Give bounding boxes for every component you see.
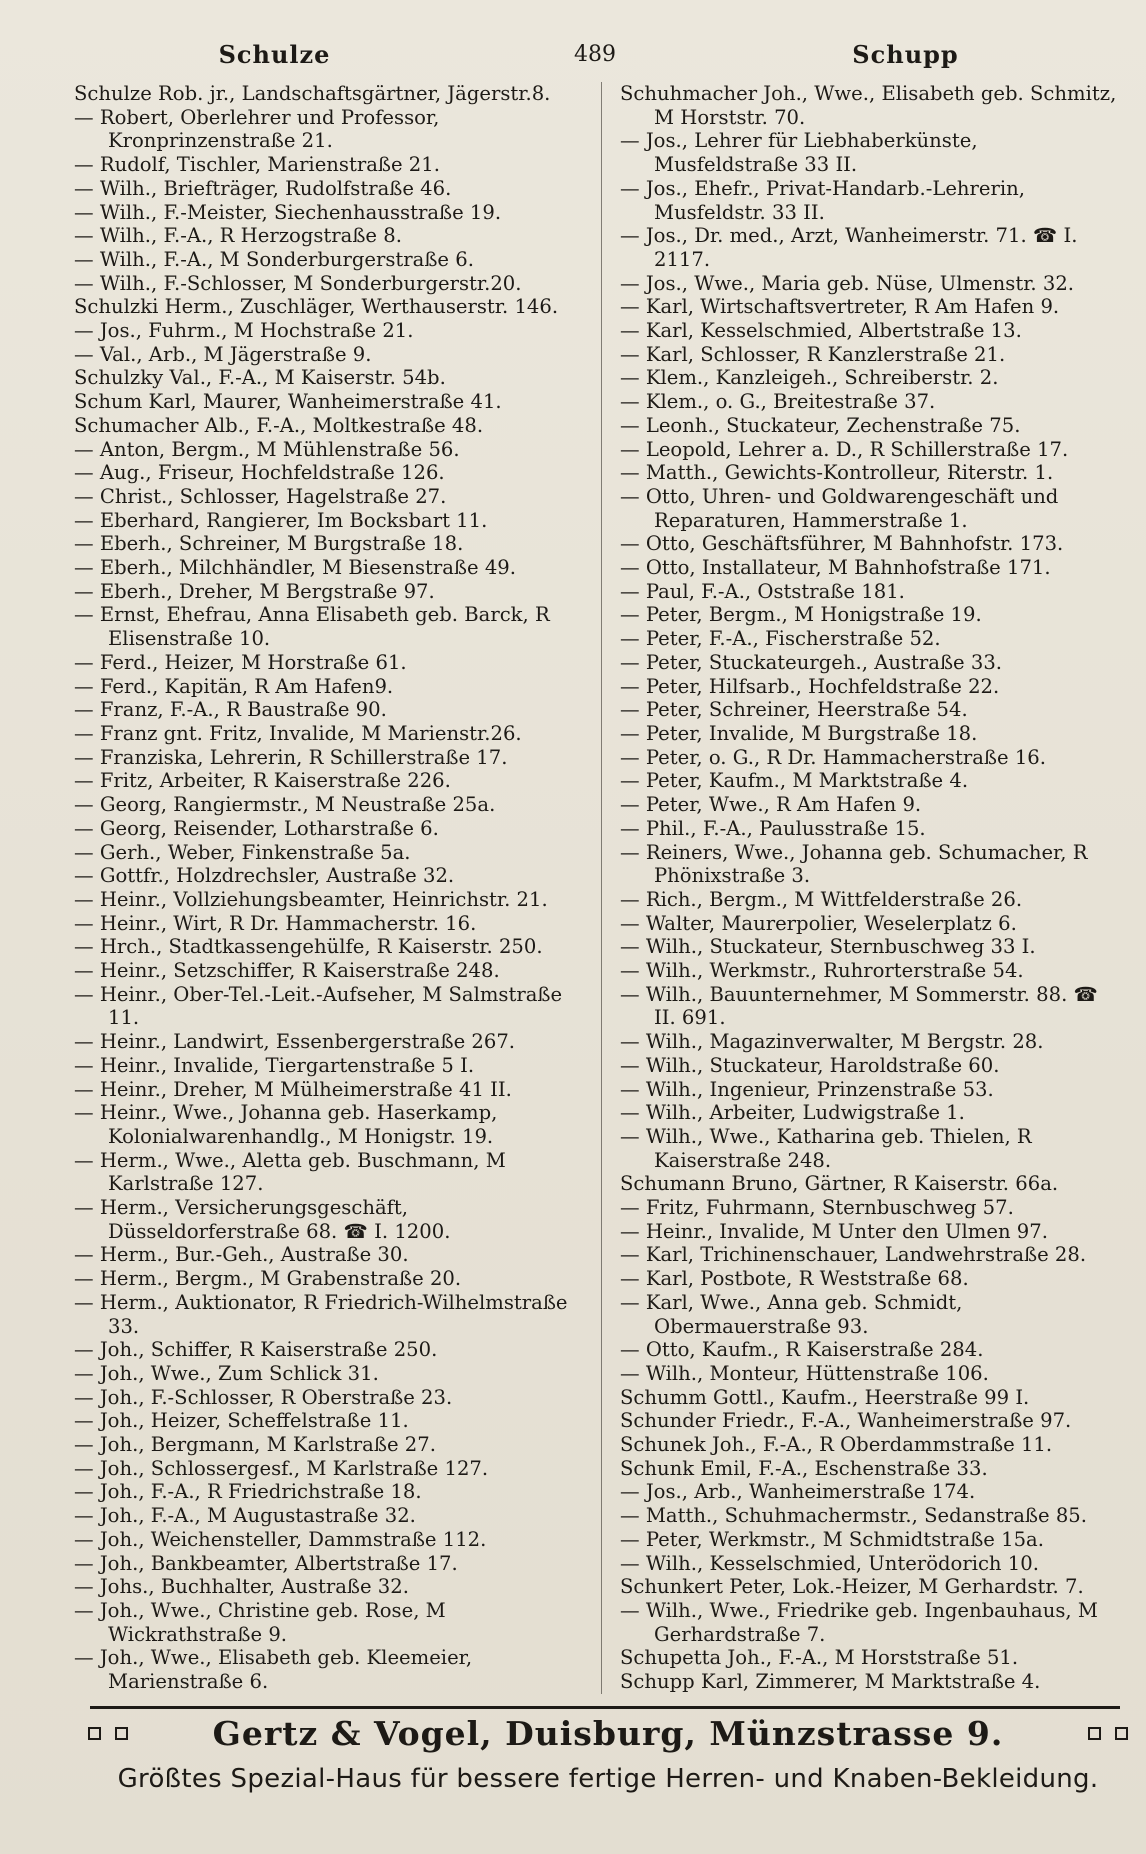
directory-entry: — Otto, Installateur, M Bahnhofstraße 171. xyxy=(620,556,1051,580)
directory-entry: — Joh., Heizer, Scheffelstraße 11. xyxy=(74,1409,409,1433)
directory-entry: — Peter, o. G., R Dr. Hammacherstraße 16. xyxy=(620,745,1046,769)
right-column xyxy=(602,82,1117,1694)
directory-entry: — Wilh., F.-Meister, Siechenhausstraße 19. xyxy=(74,200,502,224)
directory-entry: — Joh., Bankbeamter, Albertstraße 17. xyxy=(74,1551,458,1575)
directory-entry: — Wilh., Magazinverwalter, M Bergstr. 28. xyxy=(620,1030,1044,1054)
directory-entry: — Gottfr., Holzdrechsler, Austraße 32. xyxy=(74,864,455,888)
directory-entry: — Karl, Postbote, R Weststraße 68. xyxy=(620,1267,969,1291)
directory-entry: — Wilh., F.-Schlosser, M Sonderburgerstr.20. xyxy=(74,271,522,295)
directory-entry: — Jos., Dr. med., Arzt, Wanheimerstr. 71. ☎ I. 2117. xyxy=(620,224,1078,271)
directory-entry: — Wilh., Werkmstr., Ruhrorterstraße 54. xyxy=(620,959,1024,983)
directory-entry: — Herm., Auktionator, R Friedrich-Wilhelmstraße 33. xyxy=(74,1290,568,1338)
page-header xyxy=(74,32,1116,76)
directory-entry: — Ernst, Ehefrau, Anna Elisabeth geb. Barck, R Elisenstraße 10. xyxy=(74,603,550,651)
directory-entry: — Paul, F.-A., Oststraße 181. xyxy=(620,579,905,603)
directory-entry: Schuhmacher Joh., Wwe., Elisabeth geb. Schmitz, M Horststr. 70. xyxy=(620,82,1117,129)
directory-entry: — Peter, F.-A., Fischerstraße 52. xyxy=(620,627,941,651)
directory-entry: — Phil., F.-A., Paulusstraße 15. xyxy=(620,816,926,840)
advertisement xyxy=(88,1709,1128,1799)
directory-entry: — Wilh., Stuckateur, Haroldstraße 60. xyxy=(620,1053,1000,1077)
directory-entry: — Jos., Fuhrm., M Hochstraße 21. xyxy=(74,319,414,343)
directory-entry: — Peter, Hilfsarb., Hochfeldstraße 22. xyxy=(620,674,1000,698)
directory-entry: — Peter, Schreiner, Heerstraße 54. xyxy=(620,698,968,722)
directory-entry: — Joh., Wwe., Elisabeth geb. Kleemeier, Marienstraße 6. xyxy=(74,1646,473,1694)
directory-entry: — Heinr., Dreher, M Mülheimerstraße 41 II. xyxy=(74,1077,512,1101)
ornament-left xyxy=(88,1727,128,1740)
directory-entry: — Wilh., F.-A., M Sonderburgerstraße 6. xyxy=(74,247,474,271)
directory-entry: — Klem., Kanzleigeh., Schreiberstr. 2. xyxy=(620,366,999,390)
directory-entry: — Heinr., Invalide, Tiergartenstraße 5 I. xyxy=(74,1053,475,1077)
directory-entry: — Peter, Bergm., M Honigstraße 19. xyxy=(620,603,982,627)
left-running-head: Schulze xyxy=(218,39,331,69)
directory-entry: — Peter, Werkmstr., M Schmidtstraße 15a. xyxy=(620,1527,1044,1551)
directory-entry: — Wilh., F.-A., R Herzogstraße 8. xyxy=(74,224,402,248)
directory-entry: — Heinr., Ober-Tel.-Leit.-Aufseher, M Salmstraße 11. xyxy=(74,982,563,1030)
directory-entry: — Robert, Oberlehrer und Professor, Kronprinzenstraße 21. xyxy=(74,105,440,153)
directory-entry: — Walter, Maurerpolier, Weselerplatz 6. xyxy=(620,911,1017,935)
directory-entry: — Aug., Friseur, Hochfeldstraße 126. xyxy=(74,461,445,485)
directory-entry: — Ferd., Kapitän, R Am Hafen9. xyxy=(74,674,394,698)
directory-entry: Schunk Emil, F.-A., Eschenstraße 33. xyxy=(620,1456,988,1480)
directory-entry: — Joh., Weichensteller, Dammstraße 112. xyxy=(74,1527,487,1551)
directory-entry: — Heinr., Vollziehungsbeamter, Heinrichstr. 21. xyxy=(74,887,548,911)
left-column xyxy=(74,82,601,1694)
directory-entry: Schunek Joh., F.-A., R Oberdammstraße 11. xyxy=(620,1433,1053,1457)
directory-entry: — Leonh., Stuckateur, Zechenstraße 75. xyxy=(620,413,1021,437)
directory-entry: — Fritz, Arbeiter, R Kaiserstraße 226. xyxy=(74,769,451,793)
directory-entry: — Joh., F.-Schlosser, R Oberstraße 23. xyxy=(74,1385,453,1409)
directory-entry: — Georg, Rangiermstr., M Neustraße 25a. xyxy=(74,793,496,817)
advertisement-slogan: Größtes Spezial-Haus für bessere fertige Herren- und Knaben-Bekleidung. xyxy=(117,1763,1099,1794)
directory-entry: — Eberh., Schreiner, M Burgstraße 18. xyxy=(74,532,464,556)
directory-entry: — Eberhard, Rangierer, Im Bocksbart 11. xyxy=(74,508,488,532)
directory-entry: — Jos., Lehrer für Liebhaberkünste, Musfeldstraße 33 II. xyxy=(620,129,978,177)
directory-entry: — Jos., Wwe., Maria geb. Nüse, Ulmenstr. 32. xyxy=(620,271,1075,295)
directory-entry: — Franz gnt. Fritz, Invalide, M Marienstr.26. xyxy=(74,721,522,745)
directory-entry: — Val., Arb., M Jägerstraße 9. xyxy=(74,342,372,366)
directory-entry: — Wilh., Wwe., Friedrike geb. Ingenbauhaus, M Gerhardstraße 7. xyxy=(620,1599,1098,1646)
directory-entry: Schumacher Alb., F.-A., Moltkestraße 48. xyxy=(74,413,484,437)
directory-entry: — Herm., Bur.-Geh., Austraße 30. xyxy=(74,1243,409,1267)
directory-entry: — Joh., F.-A., R Friedrichstraße 18. xyxy=(74,1480,422,1504)
directory-entry: — Peter, Invalide, M Burgstraße 18. xyxy=(620,721,978,745)
directory-entry: — Joh., Wwe., Zum Schlick 31. xyxy=(74,1361,379,1385)
directory-entry: — Jos., Ehefr., Privat-Handarb.-Lehrerin, Musfeldstr. 33 II. xyxy=(620,176,1025,224)
directory-entry: Schum Karl, Maurer, Wanheimerstraße 41. xyxy=(74,390,502,414)
directory-entry: Schulzki Herm., Zuschläger, Werthauserstr. 146. xyxy=(74,295,559,319)
directory-entry: — Herm., Versicherungsgeschäft, Düsseldorferstraße 68. ☎ I. 1200. xyxy=(74,1196,451,1243)
directory-entry: — Gerh., Weber, Finkenstraße 5a. xyxy=(74,840,411,864)
directory-entry: — Peter, Stuckateurgeh., Austraße 33. xyxy=(620,650,1003,674)
directory-entry: — Karl, Wirtschaftsvertreter, R Am Hafen 9. xyxy=(620,295,1060,319)
directory-entry: — Jos., Arb., Wanheimerstraße 174. xyxy=(620,1480,976,1504)
directory-entry: Schumann Bruno, Gärtner, R Kaiserstr. 66a. xyxy=(620,1172,1059,1196)
right-running-head: Schupp xyxy=(852,39,959,69)
directory-entry: — Heinr., Landwirt, Essenbergerstraße 267. xyxy=(74,1030,516,1054)
directory-entry: — Karl, Wwe., Anna geb. Schmidt, Obermauerstraße 93. xyxy=(620,1290,963,1338)
directory-entry: — Fritz, Fuhrmann, Sternbuschweg 57. xyxy=(620,1196,1014,1220)
directory-entry: — Herm., Bergm., M Grabenstraße 20. xyxy=(74,1267,462,1291)
advertisement-firm: Gertz & Vogel, Duisburg, Münzstrasse 9. xyxy=(212,1714,1004,1754)
directory-entry: — Rudolf, Tischler, Marienstraße 21. xyxy=(74,153,440,177)
directory-entry: — Karl, Trichinenschauer, Landwehrstraße 28. xyxy=(620,1243,1087,1267)
directory-entry: — Christ., Schlosser, Hagelstraße 27. xyxy=(74,484,447,508)
directory-entry: — Franziska, Lehrerin, R Schillerstraße 17. xyxy=(74,745,508,769)
directory-entry: — Wilh., Stuckateur, Sternbuschweg 33 I. xyxy=(620,935,1036,959)
directory-entry: — Joh., F.-A., M Augustastraße 32. xyxy=(74,1504,416,1528)
advertisement-headline xyxy=(88,1709,1128,1759)
directory-entry: — Wilh., Ingenieur, Prinzenstraße 53. xyxy=(620,1077,994,1101)
directory-entry: — Joh., Bergmann, M Karlstraße 27. xyxy=(74,1433,436,1457)
directory-entry: — Wilh., Arbeiter, Ludwigstraße 1. xyxy=(620,1101,965,1125)
directory-entry: — Johs., Buchhalter, Austraße 32. xyxy=(74,1575,409,1599)
directory-entry: — Otto, Uhren- und Goldwarengeschäft und Reparaturen, Hammerstraße 1. xyxy=(620,484,1059,532)
column-divider xyxy=(601,82,602,1694)
directory-entry: — Matth., Gewichts-Kontrolleur, Riterstr. 1. xyxy=(620,461,1054,485)
directory-entry: — Wilh., Bauunternehmer, M Sommerstr. 88. ☎ II. 691. xyxy=(620,982,1098,1030)
ornament-right xyxy=(1088,1727,1128,1740)
directory-entry: — Otto, Kaufm., R Kaiserstraße 284. xyxy=(620,1338,984,1362)
directory-entry: — Leopold, Lehrer a. D., R Schillerstraße 17. xyxy=(620,437,1069,461)
directory-entry: — Hrch., Stadtkassengehülfe, R Kaiserstr. 250. xyxy=(74,935,543,959)
directory-entry: — Karl, Kesselschmied, Albertstraße 13. xyxy=(620,319,1022,343)
directory-entry: — Wilh., Monteur, Hüttenstraße 106. xyxy=(620,1361,989,1385)
directory-entry: Schunder Friedr., F.-A., Wanheimerstraße 97. xyxy=(620,1409,1072,1433)
directory-entry: Schupp Karl, Zimmerer, M Marktstraße 4. xyxy=(620,1670,1041,1694)
page-number: 489 xyxy=(574,41,616,67)
directory-entry: — Wilh., Briefträger, Rudolfstraße 46. xyxy=(74,176,452,200)
directory-columns xyxy=(74,82,1116,1694)
directory-entry: — Karl, Schlosser, R Kanzlerstraße 21. xyxy=(620,342,1006,366)
directory-entry: — Heinr., Invalide, M Unter den Ulmen 97. xyxy=(620,1219,1048,1243)
directory-entry: — Peter, Wwe., R Am Hafen 9. xyxy=(620,793,922,817)
directory-entry: — Matth., Schuhmachermstr., Sedanstraße 85. xyxy=(620,1504,1088,1528)
directory-entry: — Otto, Geschäftsführer, M Bahnhofstr. 173. xyxy=(620,532,1064,556)
directory-entry: — Franz, F.-A., R Baustraße 90. xyxy=(74,698,387,722)
directory-entry: — Joh., Schlossergesf., M Karlstraße 127. xyxy=(74,1456,489,1480)
directory-entry: Schupetta Joh., F.-A., M Horststraße 51. xyxy=(620,1646,1019,1670)
directory-entry: — Ferd., Heizer, M Horstraße 61. xyxy=(74,650,407,674)
directory-entry: — Eberh., Dreher, M Bergstraße 97. xyxy=(74,579,435,603)
directory-entry: — Wilh., Kesselschmied, Unterödorich 10. xyxy=(620,1551,1039,1575)
directory-entry: — Georg, Reisender, Lotharstraße 6. xyxy=(74,816,439,840)
directory-entry: — Anton, Bergm., M Mühlenstraße 56. xyxy=(74,437,460,461)
directory-entry: — Herm., Wwe., Aletta geb. Buschmann, M Karlstraße 127. xyxy=(74,1148,506,1196)
directory-entry: — Eberh., Milchhändler, M Biesenstraße 49. xyxy=(74,556,516,580)
directory-entry: Schumm Gottl., Kaufm., Heerstraße 99 I. xyxy=(620,1385,1030,1409)
directory-entry: — Joh., Schiffer, R Kaiserstraße 250. xyxy=(74,1338,438,1362)
directory-entry: — Klem., o. G., Breitestraße 37. xyxy=(620,390,936,414)
directory-entry: — Heinr., Wirt, R Dr. Hammacherstr. 16. xyxy=(74,911,477,935)
directory-entry: — Peter, Kaufm., M Marktstraße 4. xyxy=(620,769,969,793)
directory-entry: — Joh., Wwe., Christine geb. Rose, M Wickrathstraße 9. xyxy=(74,1599,446,1646)
directory-entry: — Heinr., Wwe., Johanna geb. Haserkamp, Kolonialwarenhandlg., M Honigstr. 19. xyxy=(74,1101,498,1148)
directory-entry: Schulze Rob. jr., Landschaftsgärtner, Jägerstr.8. xyxy=(74,82,551,105)
directory-entry: — Heinr., Setzschiffer, R Kaiserstraße 248. xyxy=(74,959,500,983)
directory-entry: Schulzky Val., F.-A., M Kaiserstr. 54b. xyxy=(74,366,446,390)
directory-entry: — Wilh., Wwe., Katharina geb. Thielen, R Kaiserstraße 248. xyxy=(620,1124,1032,1172)
directory-entry: — Reiners, Wwe., Johanna geb. Schumacher, R Phönixstraße 3. xyxy=(620,840,1088,888)
directory-entry: — Rich., Bergm., M Wittfelderstraße 26. xyxy=(620,887,1023,911)
directory-entry: Schunkert Peter, Lok.-Heizer, M Gerhardstr. 7. xyxy=(620,1575,1084,1599)
